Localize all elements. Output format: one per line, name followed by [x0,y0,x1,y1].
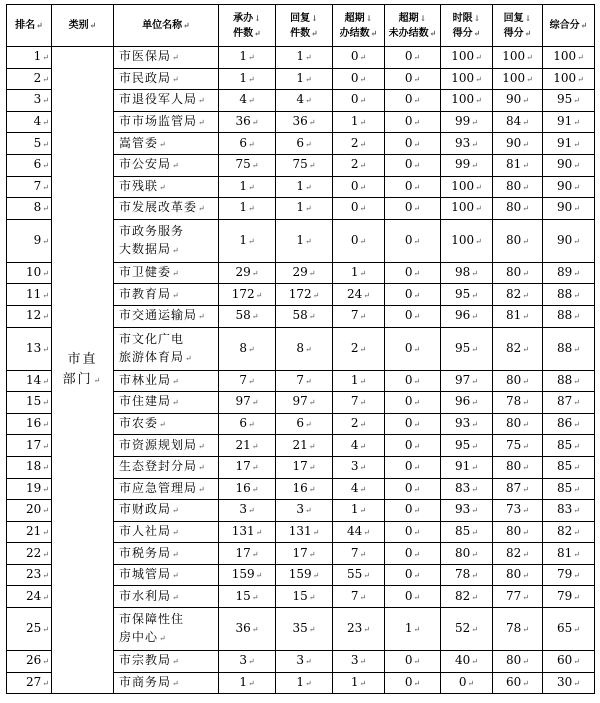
unit-name-cell: 市交通运输局↵ [114,305,219,327]
total-cell: 100↵ [543,47,595,69]
overdue-undone-cell: 0↵ [385,219,441,262]
overdue-undone-cell: 0↵ [385,133,441,155]
total-cell: 95↵ [543,90,595,112]
table-row [7,47,595,69]
replied-cell: 3↵ [276,500,333,522]
rank-cell: 27↵ [7,672,52,694]
overdue-done-cell: 1↵ [333,672,385,694]
rank-cell: 19↵ [7,478,52,500]
time-score-cell: 93↵ [441,413,493,435]
handled-cell: 1↵ [219,176,276,198]
reply-score-cell: 81↵ [493,305,543,327]
overdue-done-cell: 0↵ [333,176,385,198]
rank-cell: 17↵ [7,435,52,457]
rank-cell: 10↵ [7,262,52,284]
replied-cell: 172↵ [276,284,333,306]
header-handled: 承办↓ 件数↵ [219,5,276,47]
time-score-cell: 85↵ [441,521,493,543]
overdue-done-cell: 44↵ [333,521,385,543]
overdue-done-cell: 2↵ [333,133,385,155]
time-score-cell: 95↵ [441,327,493,370]
time-score-cell: 100↵ [441,47,493,69]
handled-cell: 1↵ [219,219,276,262]
overdue-undone-cell: 0↵ [385,478,441,500]
rank-cell: 22↵ [7,543,52,565]
time-score-cell: 100↵ [441,219,493,262]
total-cell: 81↵ [543,543,595,565]
reply-score-cell: 80↵ [493,198,543,220]
overdue-undone-cell: 0↵ [385,543,441,565]
total-cell: 30↵ [543,672,595,694]
overdue-undone-cell: 0↵ [385,111,441,133]
total-cell: 60↵ [543,651,595,673]
unit-name-cell: 市资源规划局↵ [114,435,219,457]
rank-cell: 20↵ [7,500,52,522]
total-cell: 85↵ [543,435,595,457]
handled-cell: 8↵ [219,327,276,370]
replied-cell: 97↵ [276,392,333,414]
time-score-cell: 96↵ [441,305,493,327]
handled-cell: 97↵ [219,392,276,414]
total-cell: 90↵ [543,219,595,262]
overdue-undone-cell: 0↵ [385,392,441,414]
rank-cell: 16↵ [7,413,52,435]
overdue-done-cell: 0↵ [333,68,385,90]
total-cell: 90↵ [543,176,595,198]
time-score-cell: 93↵ [441,133,493,155]
rank-cell: 5↵ [7,133,52,155]
time-score-cell: 100↵ [441,198,493,220]
total-cell: 87↵ [543,392,595,414]
rank-cell: 21↵ [7,521,52,543]
handled-cell: 15↵ [219,586,276,608]
total-cell: 85↵ [543,456,595,478]
total-cell: 88↵ [543,370,595,392]
replied-cell: 35↵ [276,608,333,651]
reply-score-cell: 81↵ [493,154,543,176]
time-score-cell: 78↵ [441,564,493,586]
overdue-undone-cell: 0↵ [385,370,441,392]
rank-cell: 23↵ [7,564,52,586]
time-score-cell: 0↵ [441,672,493,694]
reply-score-cell: 80↵ [493,176,543,198]
replied-cell: 36↵ [276,111,333,133]
unit-name-cell: 市政务服务 大数据局↵ [114,219,219,262]
overdue-undone-cell: 0↵ [385,327,441,370]
reply-score-cell: 90↵ [493,133,543,155]
reply-score-cell: 82↵ [493,284,543,306]
total-cell: 86↵ [543,413,595,435]
time-score-cell: 91↵ [441,456,493,478]
unit-name-cell: 市林业局↵ [114,370,219,392]
time-score-cell: 95↵ [441,435,493,457]
replied-cell: 4↵ [276,90,333,112]
handled-cell: 3↵ [219,500,276,522]
table-body [7,47,595,694]
handled-cell: 1↵ [219,68,276,90]
reply-score-cell: 60↵ [493,672,543,694]
time-score-cell: 100↵ [441,176,493,198]
replied-cell: 6↵ [276,133,333,155]
unit-name-cell: 市残联↵ [114,176,219,198]
handled-cell: 6↵ [219,413,276,435]
handled-cell: 29↵ [219,262,276,284]
reply-score-cell: 73↵ [493,500,543,522]
reply-score-cell: 75↵ [493,435,543,457]
handled-cell: 21↵ [219,435,276,457]
unit-name-cell: 市税务局↵ [114,543,219,565]
total-cell: 85↵ [543,478,595,500]
unit-name-cell: 市应急管理局↵ [114,478,219,500]
overdue-done-cell: 7↵ [333,305,385,327]
handled-cell: 58↵ [219,305,276,327]
overdue-done-cell: 0↵ [333,47,385,69]
replied-cell: 1↵ [276,176,333,198]
rank-cell: 1↵ [7,47,52,69]
reply-score-cell: 80↵ [493,413,543,435]
replied-cell: 17↵ [276,456,333,478]
handled-cell: 4↵ [219,90,276,112]
replied-cell: 8↵ [276,327,333,370]
replied-cell: 16↵ [276,478,333,500]
unit-name-cell: 市民政局↵ [114,68,219,90]
unit-name-cell: 市保障性住 房中心↵ [114,608,219,651]
rank-cell: 18↵ [7,456,52,478]
time-score-cell: 97↵ [441,370,493,392]
unit-name-cell: 市农委↵ [114,413,219,435]
total-cell: 100↵ [543,68,595,90]
unit-name-cell: 市市场监管局↵ [114,111,219,133]
rank-cell: 25↵ [7,608,52,651]
replied-cell: 58↵ [276,305,333,327]
rank-cell: 2↵ [7,68,52,90]
time-score-cell: 99↵ [441,111,493,133]
header-category: 类别↵ [52,5,114,47]
unit-name-cell: 市医保局↵ [114,47,219,69]
rank-cell: 7↵ [7,176,52,198]
overdue-undone-cell: 0↵ [385,176,441,198]
time-score-cell: 80↵ [441,543,493,565]
replied-cell: 1↵ [276,68,333,90]
rank-cell: 11↵ [7,284,52,306]
reply-score-cell: 84↵ [493,111,543,133]
reply-score-cell: 80↵ [493,456,543,478]
rank-cell: 4↵ [7,111,52,133]
overdue-done-cell: 1↵ [333,370,385,392]
reply-score-cell: 78↵ [493,608,543,651]
overdue-done-cell: 3↵ [333,651,385,673]
header-time-score: 时限↓ 得分↵ [441,5,493,47]
reply-score-cell: 80↵ [493,219,543,262]
total-cell: 91↵ [543,111,595,133]
rank-cell: 8↵ [7,198,52,220]
overdue-done-cell: 1↵ [333,111,385,133]
time-score-cell: 100↵ [441,90,493,112]
replied-cell: 1↵ [276,219,333,262]
handled-cell: 1↵ [219,47,276,69]
handled-cell: 75↵ [219,154,276,176]
reply-score-cell: 80↵ [493,564,543,586]
overdue-done-cell: 4↵ [333,478,385,500]
handled-cell: 7↵ [219,370,276,392]
replied-cell: 7↵ [276,370,333,392]
replied-cell: 159↵ [276,564,333,586]
overdue-undone-cell: 0↵ [385,500,441,522]
total-cell: 65↵ [543,608,595,651]
overdue-undone-cell: 0↵ [385,154,441,176]
total-cell: 88↵ [543,305,595,327]
reply-score-cell: 78↵ [493,392,543,414]
replied-cell: 21↵ [276,435,333,457]
rank-cell: 15↵ [7,392,52,414]
overdue-undone-cell: 0↵ [385,564,441,586]
time-score-cell: 100↵ [441,68,493,90]
reply-score-cell: 80↵ [493,262,543,284]
time-score-cell: 95↵ [441,284,493,306]
rank-cell: 24↵ [7,586,52,608]
handled-cell: 16↵ [219,478,276,500]
overdue-done-cell: 0↵ [333,90,385,112]
ranking-table [6,4,595,694]
handled-cell: 17↵ [219,456,276,478]
handled-cell: 131↵ [219,521,276,543]
unit-name-cell: 市财政局↵ [114,500,219,522]
time-score-cell: 82↵ [441,586,493,608]
total-cell: 82↵ [543,521,595,543]
overdue-done-cell: 2↵ [333,413,385,435]
unit-name-cell: 市文化广电 旅游体育局↵ [114,327,219,370]
handled-cell: 36↵ [219,111,276,133]
total-cell: 91↵ [543,133,595,155]
handled-cell: 17↵ [219,543,276,565]
reply-score-cell: 100↵ [493,68,543,90]
rank-cell: 6↵ [7,154,52,176]
unit-name-cell: 生态登封分局↵ [114,456,219,478]
handled-cell: 1↵ [219,672,276,694]
time-score-cell: 83↵ [441,478,493,500]
overdue-done-cell: 0↵ [333,198,385,220]
rank-cell: 26↵ [7,651,52,673]
reply-score-cell: 77↵ [493,586,543,608]
reply-score-cell: 82↵ [493,543,543,565]
overdue-done-cell: 2↵ [333,154,385,176]
reply-score-cell: 87↵ [493,478,543,500]
unit-name-cell: 市水利局↵ [114,586,219,608]
header-row [7,5,595,47]
overdue-undone-cell: 0↵ [385,68,441,90]
overdue-undone-cell: 0↵ [385,90,441,112]
rank-cell: 14↵ [7,370,52,392]
reply-score-cell: 100↵ [493,47,543,69]
total-cell: 88↵ [543,284,595,306]
overdue-undone-cell: 0↵ [385,456,441,478]
time-score-cell: 96↵ [441,392,493,414]
rank-cell: 3↵ [7,90,52,112]
replied-cell: 131↵ [276,521,333,543]
replied-cell: 1↵ [276,198,333,220]
overdue-undone-cell: 0↵ [385,305,441,327]
handled-cell: 159↵ [219,564,276,586]
replied-cell: 15↵ [276,586,333,608]
overdue-done-cell: 55↵ [333,564,385,586]
overdue-undone-cell: 0↵ [385,262,441,284]
time-score-cell: 52↵ [441,608,493,651]
reply-score-cell: 90↵ [493,90,543,112]
replied-cell: 17↵ [276,543,333,565]
total-cell: 79↵ [543,564,595,586]
total-cell: 88↵ [543,327,595,370]
handled-cell: 3↵ [219,651,276,673]
overdue-undone-cell: 0↵ [385,586,441,608]
overdue-done-cell: 4↵ [333,435,385,457]
header-reply-score: 回复↓ 得分↵ [493,5,543,47]
time-score-cell: 40↵ [441,651,493,673]
overdue-done-cell: 24↵ [333,284,385,306]
overdue-undone-cell: 0↵ [385,413,441,435]
time-score-cell: 93↵ [441,500,493,522]
overdue-done-cell: 3↵ [333,456,385,478]
reply-score-cell: 80↵ [493,370,543,392]
rank-cell: 13↵ [7,327,52,370]
reply-score-cell: 80↵ [493,651,543,673]
rank-cell: 9↵ [7,219,52,262]
unit-name-cell: 市商务局↵ [114,672,219,694]
overdue-undone-cell: 0↵ [385,435,441,457]
header-overdue-done: 超期↓ 办结数↵ [333,5,385,47]
overdue-done-cell: 7↵ [333,392,385,414]
overdue-done-cell: 2↵ [333,327,385,370]
category-cell: 市直 部门↵ [52,47,114,694]
overdue-done-cell: 1↵ [333,262,385,284]
overdue-done-cell: 1↵ [333,500,385,522]
rank-cell: 12↵ [7,305,52,327]
handled-cell: 1↵ [219,198,276,220]
header-overdue-undone: 超期↓ 未办结数↵ [385,5,441,47]
replied-cell: 1↵ [276,672,333,694]
header-replied: 回复↓ 件数↵ [276,5,333,47]
overdue-undone-cell: 0↵ [385,47,441,69]
unit-name-cell: 市卫健委↵ [114,262,219,284]
overdue-done-cell: 0↵ [333,219,385,262]
total-cell: 83↵ [543,500,595,522]
unit-name-cell: 市城管局↵ [114,564,219,586]
unit-name-cell: 市住建局↵ [114,392,219,414]
handled-cell: 172↵ [219,284,276,306]
total-cell: 90↵ [543,154,595,176]
overdue-done-cell: 7↵ [333,586,385,608]
unit-name-cell: 市发展改革委↵ [114,198,219,220]
handled-cell: 6↵ [219,133,276,155]
header-unit: 单位名称↵ [114,5,219,47]
time-score-cell: 98↵ [441,262,493,284]
time-score-cell: 99↵ [441,154,493,176]
header-rank: 排名↵ [7,5,52,47]
overdue-done-cell: 7↵ [333,543,385,565]
overdue-undone-cell: 1↵ [385,608,441,651]
unit-name-cell: 市宗教局↵ [114,651,219,673]
unit-name-cell: 嵩管委↵ [114,133,219,155]
replied-cell: 29↵ [276,262,333,284]
reply-score-cell: 80↵ [493,521,543,543]
replied-cell: 3↵ [276,651,333,673]
unit-name-cell: 市公安局↵ [114,154,219,176]
overdue-undone-cell: 0↵ [385,198,441,220]
handled-cell: 36↵ [219,608,276,651]
total-cell: 90↵ [543,198,595,220]
reply-score-cell: 82↵ [493,327,543,370]
overdue-undone-cell: 0↵ [385,284,441,306]
overdue-undone-cell: 0↵ [385,672,441,694]
replied-cell: 75↵ [276,154,333,176]
overdue-undone-cell: 0↵ [385,651,441,673]
replied-cell: 1↵ [276,47,333,69]
overdue-undone-cell: 0↵ [385,521,441,543]
total-cell: 89↵ [543,262,595,284]
total-cell: 79↵ [543,586,595,608]
unit-name-cell: 市教育局↵ [114,284,219,306]
unit-name-cell: 市人社局↵ [114,521,219,543]
unit-name-cell: 市退役军人局↵ [114,90,219,112]
header-total: 综合分↵ [543,5,595,47]
overdue-done-cell: 23↵ [333,608,385,651]
replied-cell: 6↵ [276,413,333,435]
